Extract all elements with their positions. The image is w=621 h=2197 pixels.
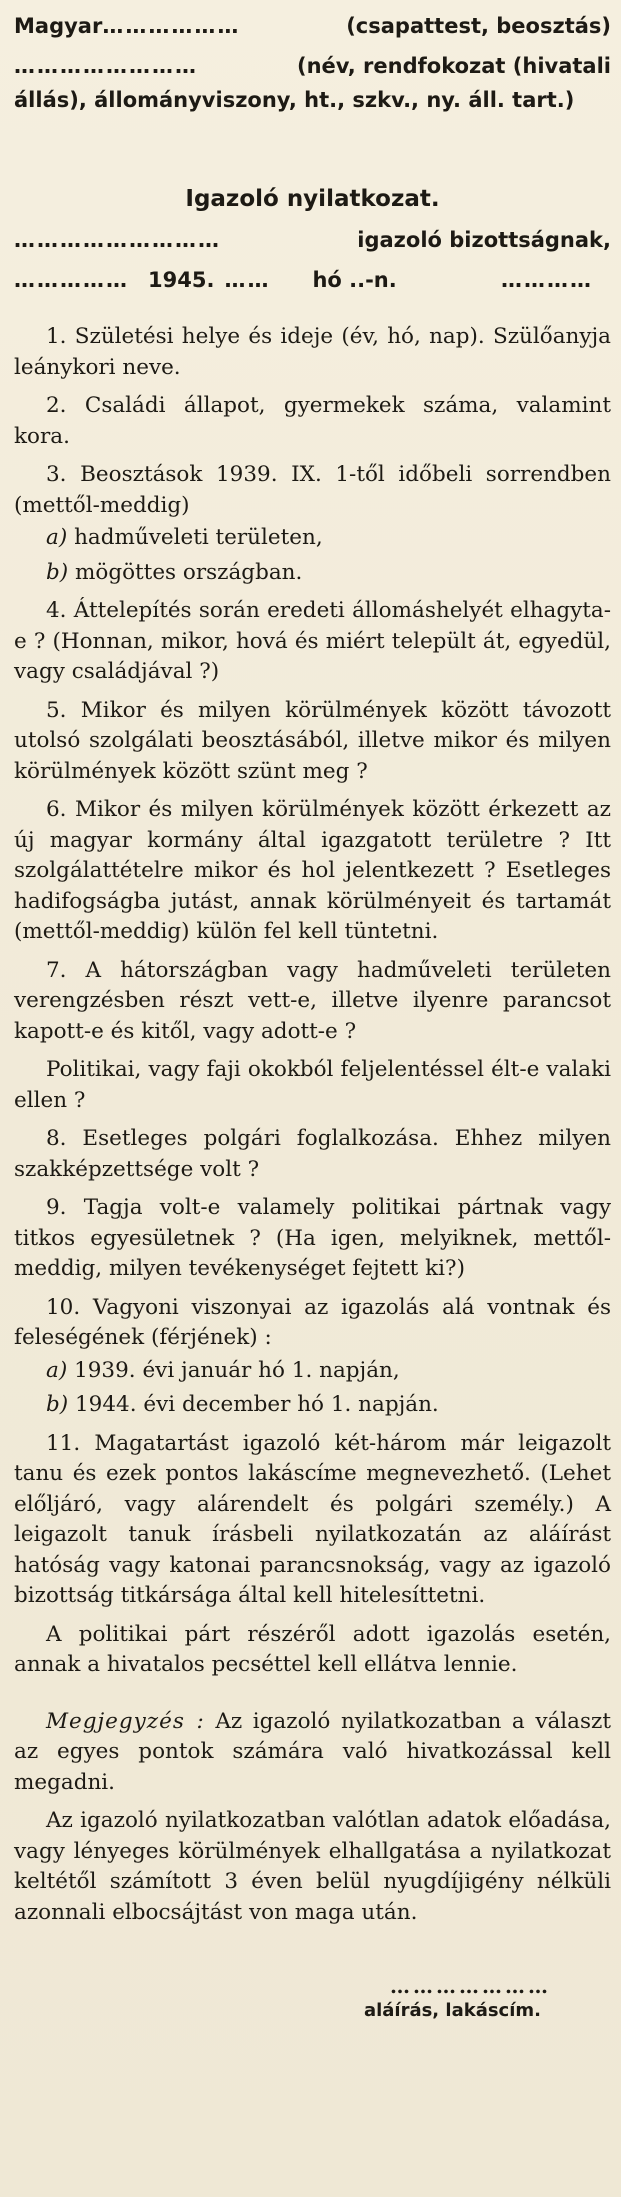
document-title: Igazoló nyilatkozat.: [185, 186, 440, 212]
item-5: 5. Mikor és milyen körülmények között távozott utolsó szolgálati beosztásából, illetve mikor és milyen körülmények között szünt meg ?: [14, 697, 611, 784]
item-4: 4. Áttelepítés során eredeti állomáshelyét elhagyta-e ? (Honnan, mikor, hová és miért települt át, egyedül, vagy családjával ?): [14, 598, 611, 684]
item-11: 11. Magatartást igazoló két-három már leigazolt tanu és ezek pontos lakáscíme megnevezhető. (Lehet előljáró, vagy alárendelt és polgári személy.) A leigazolt tanuk írásbeli nyilatkozatán az aláírást hatóság vagy katonai parancsnokság, vagy az igazoló bizottság titkársága által kell hitelesíttetni.: [14, 1430, 611, 1608]
signature-dots: …………………: [390, 1974, 551, 1998]
item-3: 3. Beosztások 1939. IX. 1-től időbeli sorrendben (mettől-meddig): [14, 462, 611, 518]
item-10: 10. Vagyoni viszonyai az igazolás alá vontnak és feleségének (férjének) :: [14, 1294, 611, 1350]
item-10a-text: 1939. évi január hó 1. napján,: [74, 1357, 400, 1383]
date-line: [14, 262, 611, 298]
item-1: 1. Születési helye és ideje (év, hó, nap). Szülőanyja leánykori neve.: [14, 324, 611, 380]
item-3a-letter: a): [46, 525, 68, 550]
date-month: hó ..-n.: [312, 268, 397, 292]
item-10a: [14, 1356, 611, 1387]
header-line-3: állás), állományviszony, ht., szkv., ny. áll. tart.): [14, 88, 575, 112]
committee-dots: ………………………: [14, 228, 221, 252]
note-label: Megjegyzés :: [46, 1708, 205, 1734]
note-paragraph: [14, 1707, 611, 1799]
item-10b-letter: b): [46, 1392, 69, 1417]
item-3b-letter: b): [46, 559, 69, 585]
committee-line: [14, 222, 611, 258]
header-magyar: Magyar: [14, 14, 103, 38]
item-10a-letter: a): [46, 1357, 68, 1383]
document-body: [14, 322, 611, 1928]
header-line-2: [14, 48, 611, 84]
header-name-label: (név, rendfokozat (hivatali: [297, 54, 611, 78]
item-3b: [14, 558, 611, 589]
date-year: 1945.: [148, 268, 215, 292]
item-11-party: A politikai párt részéről adott igazolás esetén, annak a hivatalos pecséttel kell ellátva lennie.: [14, 1621, 611, 1677]
date-dots-3: …………: [501, 268, 593, 292]
item-2: 2. Családi állapot, gyermekek száma, valamint kora.: [14, 393, 611, 449]
header-unit-label: (csapattest, beosztás): [346, 14, 611, 38]
date-dots-1: ……………: [14, 268, 129, 292]
header-dots-1: ………………: [102, 14, 241, 38]
item-10b-text: 1944. évi december hó 1. napján.: [75, 1392, 439, 1417]
item-7-political: Politikai, vagy faji okokból feljelentéssel élt-e valaki ellen ?: [14, 1057, 611, 1113]
note-paragraph-2: Az igazoló nyilatkozatban valótlan adatok előadása, vagy lényeges körülmények elhallgatása a nyilatkozat keltétől számított 3 éven belül nyugdíjigény nélküli azonnali elbocsájtást von maga után.: [14, 1808, 611, 1925]
header-line-1: [14, 8, 611, 44]
committee-label: igazoló bizottságnak,: [357, 228, 611, 252]
item-8: 8. Esetleges polgári foglalkozása. Ehhez milyen szakképzettsége volt ?: [14, 1126, 611, 1182]
item-3b-text: mögöttes országban.: [75, 559, 303, 585]
header-dots-2: ……………………: [14, 54, 198, 78]
item-9: 9. Tagja volt-e valamely politikai pártnak vagy titkos egyesületnek ? (Ha igen, melyiknek, mettől-meddig, milyen tevékenységet fejtett ki?): [14, 1195, 611, 1281]
item-7: 7. A hátországban vagy hadműveleti területen verengzésben részt vett-e, illetve ilyenre parancsot kapott-e és kitől, vagy adott-e ?: [14, 957, 611, 1044]
signature-label: aláírás, lakáscím.: [363, 2000, 541, 2021]
item-3a-text: hadműveleti területen,: [74, 525, 323, 550]
item-6: 6. Mikor és milyen körülmények között érkezett az új magyar kormány által igazgatott területre ? Itt szolgálattételre mikor és hol jelentkezett ? Esetleges hadifogságba jutást, annak körülményeit és tartamát (mettől-meddig) külön fel kell tüntetni.: [14, 797, 611, 944]
note-text: Az igazoló nyilatkozatban a választ az egyes pontok számára való hivatkozással kell megadni.: [14, 1708, 612, 1795]
item-3a: [14, 523, 611, 554]
date-dots-2: ……: [224, 268, 271, 292]
item-10b: [14, 1390, 611, 1421]
